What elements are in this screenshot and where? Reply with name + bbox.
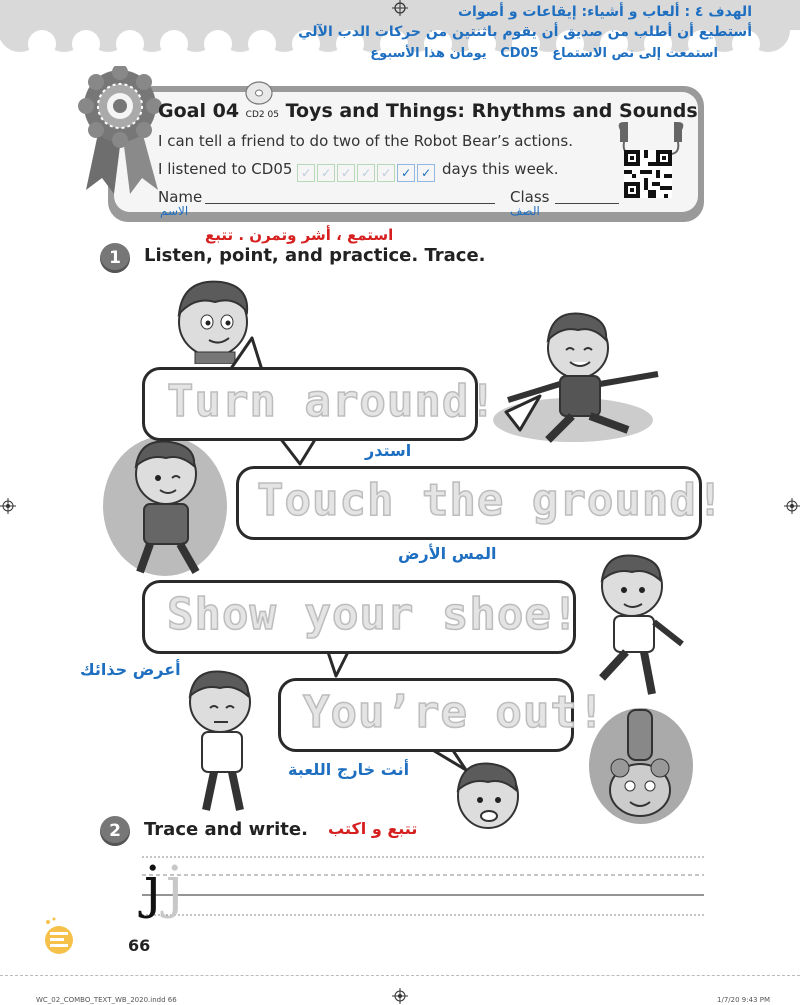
ar-name-label: الاسم	[160, 204, 189, 218]
footer-date: 1/7/20 9:43 PM	[717, 996, 770, 1004]
class-label: Class	[510, 188, 550, 206]
trace-youre-out[interactable]: You’re out!	[303, 687, 606, 738]
trace-turn-around[interactable]: Turn around!	[167, 376, 497, 427]
ar-listen-suffix: يومان هذا الأسبوع	[370, 46, 487, 61]
listen-checkboxes	[297, 160, 437, 178]
goal-cd-ref: CD2 05	[245, 110, 279, 120]
qr-code-icon	[624, 150, 672, 198]
rosette-badge-icon	[72, 66, 168, 198]
ar-listen-line	[370, 46, 718, 61]
section2-number: 2	[100, 816, 130, 846]
listen-day-checkbox[interactable]: ✓	[417, 164, 435, 182]
registration-mark-left-icon	[0, 498, 16, 514]
trace-letter-j[interactable]: j	[166, 855, 184, 920]
ar-touch-ground: المس الأرض	[398, 544, 497, 563]
class-field[interactable]	[555, 203, 619, 204]
bubble-show-shoe	[142, 580, 580, 654]
ar-show-shoe: أعرض حذائك	[80, 660, 181, 679]
ar-youre-out: أنت خارج اللعبة	[288, 760, 410, 779]
listen-day-checkbox[interactable]: ✓	[357, 164, 375, 182]
ar-turn-around: استدر	[365, 441, 412, 460]
trim-line	[0, 975, 800, 976]
registration-mark-bottom-icon	[392, 988, 408, 1004]
bubble-touch-ground	[236, 466, 725, 540]
footer-file-info: WC_02_COMBO_TEXT_WB_2020.indd 66	[36, 996, 177, 1004]
ar-class-label: الصف	[510, 204, 540, 218]
section1-number: 1	[100, 243, 130, 273]
goal-listen-prefix: I listened to CD05	[158, 160, 293, 178]
goal-number: Goal 04	[158, 100, 240, 122]
trace-touch-ground[interactable]: Touch the ground!	[257, 475, 725, 526]
ar-section1-heading: استمع ، أشر وتمرن . تتبع	[205, 226, 394, 244]
goal-topic: Toys and Things: Rhythms and Sounds	[285, 100, 698, 122]
section2-heading: Trace and write.	[144, 819, 308, 840]
listen-day-checkbox[interactable]: ✓	[297, 164, 315, 182]
ar-goal-title: الهدف ٤ : ألعاب و أشياء: إيقاعات و أصوات	[457, 4, 752, 20]
handwriting-lines[interactable]	[142, 855, 704, 917]
ar-section2-heading: تتبع و اكتب	[328, 819, 418, 838]
goal-can-do: I can tell a friend to do two of the Robot Bear’s actions.	[158, 132, 573, 150]
bubble-turn-around	[142, 367, 497, 441]
page-number: 66	[128, 936, 151, 955]
publisher-logo-icon	[42, 916, 76, 956]
listen-day-checkbox[interactable]: ✓	[337, 164, 355, 182]
listen-day-checkbox[interactable]: ✓	[317, 164, 335, 182]
listen-day-checkbox[interactable]: ✓	[377, 164, 395, 182]
section1-heading: Listen, point, and practice. Trace.	[144, 245, 486, 266]
name-field[interactable]	[205, 203, 495, 204]
goal-listen-suffix: days this week.	[441, 160, 559, 178]
goal-listen-line	[158, 160, 558, 182]
bubble-youre-out	[278, 678, 606, 752]
registration-mark-right-icon	[784, 498, 800, 514]
listen-day-checkbox[interactable]: ✓	[397, 164, 415, 182]
ar-objective: أستطيع أن أطلب من صديق أن يقوم باثنتين من حركات الدب الآلي	[298, 24, 752, 40]
ar-listen-prefix: استمعت إلى نص الاستماع	[552, 46, 718, 61]
model-letter-j: j	[144, 855, 162, 920]
goal-title	[158, 100, 698, 122]
ar-cd-label: CD05	[500, 46, 539, 61]
trace-show-shoe[interactable]: Show your shoe!	[167, 589, 580, 640]
name-label: Name	[158, 188, 203, 206]
